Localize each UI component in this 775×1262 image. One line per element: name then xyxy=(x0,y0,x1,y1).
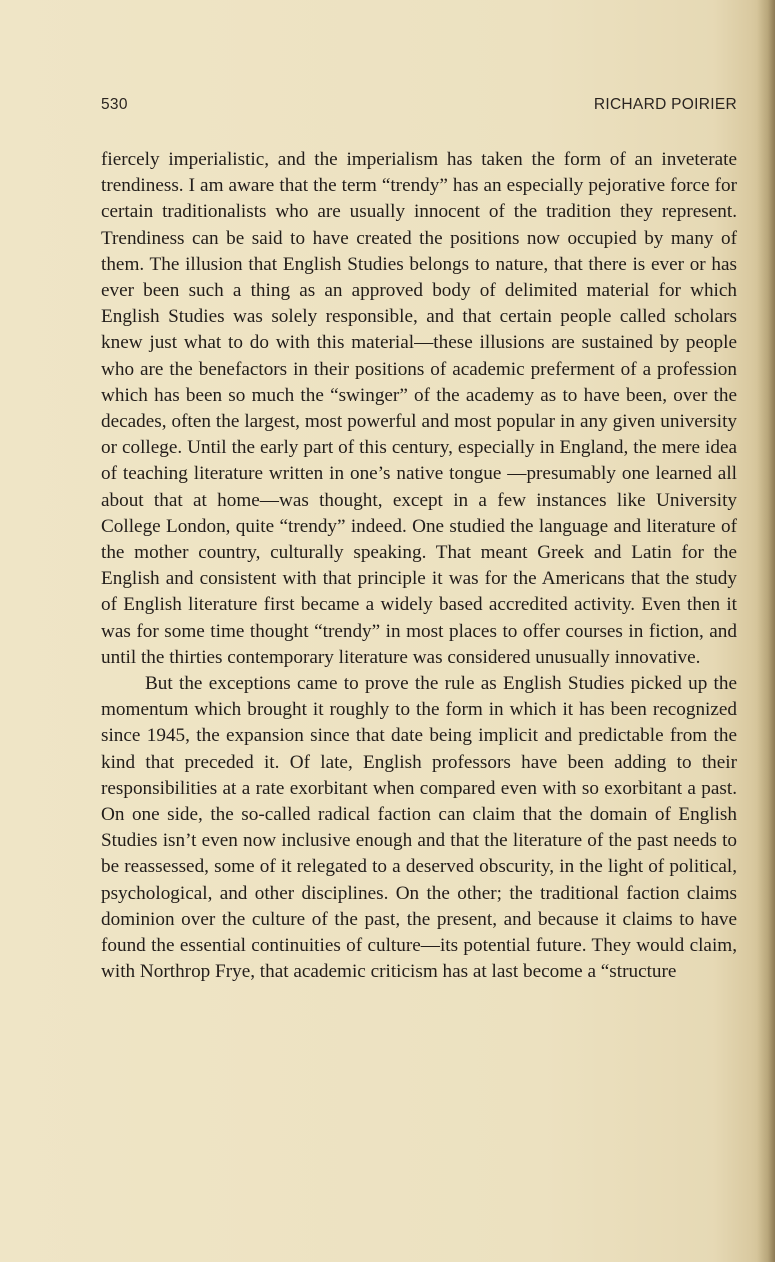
running-head-author: RICHARD POIRIER xyxy=(593,96,737,113)
running-head xyxy=(101,96,737,120)
paragraph-1: fiercely imperialistic, and the imperialism has taken the form of an inveterate trendiness. I am aware that the term “trendy” has an especially pejorative force for certain traditionalists who are usually innocent of the tradition they represent. Trendiness can be said to have created the positions now occupied by many of them. The illusion that English Studies belongs to nature, that there is ever or has ever been such a thing as an approved body of delimited material for which English Studies was solely responsible, and that certain people called scholars knew just what to do with this material—these illusions are sustained by people who are the benefactors in their positions of academic preferment of a profession which has been so much the “swinger” of the academy as to have been, over the decades, often the largest, most powerful and most popular in any given university or college. Until the early part of this century, especially in England, the mere idea of teaching literature written in one’s native tongue —presumably one learned all about that at home—was thought, except in a few instances like University College London, quite “trendy” indeed. One studied the language and literature of the mother country, culturally speaking. That meant Greek and Latin for the English and consistent with that principle it was for the Americans that the study of English literature first became a widely based accredited activity. Even then it was for some time thought “trendy” in most places to offer courses in fiction, and until the thirties contemporary literature was considered unusually innovative. xyxy=(101,149,737,668)
spine-shadow xyxy=(757,0,775,1262)
page-number: 530 xyxy=(101,96,128,113)
body-text xyxy=(101,147,737,986)
paragraph-2: But the exceptions came to prove the rule as English Studies picked up the momentum which brought it roughly to the form in which it has been recognized since 1945, the expansion since that date being implicit and predictable from the kind that preceded it. Of late, English professors have been adding to their responsibilities at a rate exorbitant when compared even with so exorbitant a past. On one side, the so-called radical faction can claim that the domain of English Studies isn’t even now inclusive enough and that the literature of the past needs to be reassessed, some of it relegated to a deserved obscurity, in the light of political, psychological, and other disciplines. On the other; the traditional faction claims dominion over the culture of the past, the present, and because it claims to have found the essential continuities of culture—its potential future. They would claim, with Northrop Frye, that academic criticism has at last become a “structure xyxy=(101,673,737,983)
